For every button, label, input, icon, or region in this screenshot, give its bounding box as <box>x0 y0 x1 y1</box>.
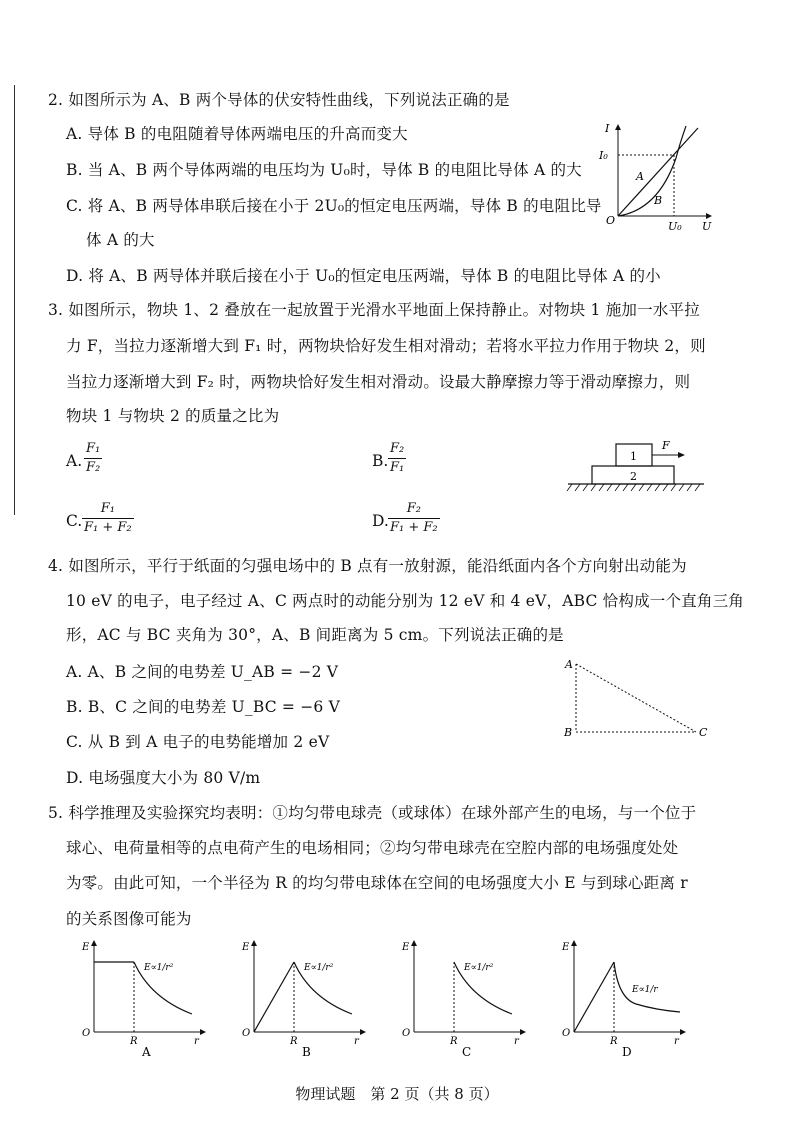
svg-text:E: E <box>82 942 90 953</box>
triangle-figure <box>560 654 720 744</box>
q4-option-a: A. A、B 之间的电势差 U_AB = −2 V <box>66 663 339 681</box>
q4-option-c: C. 从 B 到 A 电子的电势能增加 2 eV <box>66 733 330 751</box>
point-b-label: B <box>564 726 573 739</box>
svg-text:E: E <box>402 942 410 953</box>
q3-option-c-label: C. <box>66 512 83 530</box>
q3-line3: 当拉力逐渐增大到 F₂ 时，两物块恰好发生相对滑动。设最大静摩擦力等于滑动摩擦力，则 <box>66 373 691 391</box>
q3-line4: 物块 1 与物块 2 的质量之比为 <box>66 407 280 425</box>
q3-line1: 3. 如图所示，物块 1、2 叠放在一起放置于光滑水平地面上保持静止。对物块 1 施加一水平拉 <box>48 301 700 319</box>
graph-c-label: C <box>462 1045 472 1058</box>
q2-option-c-line1: C. 将 A、B 两导体串联后接在小于 2U₀的恒定电压两端，导体 B 的电阻比导 <box>66 197 602 215</box>
block-2-label: 2 <box>630 470 637 483</box>
q3-option-b-den: F₁ <box>390 460 405 475</box>
q3-line2: 力 F，当拉力逐渐增大到 F₁ 时，两物块恰好发生相对滑动；若将水平拉力作用于物块 2，则 <box>66 337 706 355</box>
block-1-label: 1 <box>630 450 637 463</box>
q3-option-c-den: F₁ + F₂ <box>84 520 132 535</box>
svg-text:R: R <box>130 1036 138 1047</box>
graph-d-formula: E∝1/r <box>632 985 658 995</box>
q3-option-b-label: B. <box>372 452 389 470</box>
q4-line2: 10 eV 的电子，电子经过 A、C 两点时的动能分别为 12 eV 和 4 eV，ABC 恰构成一个直角三角 <box>66 592 744 610</box>
page-footer: 物理试题 第 2 页（共 8 页） <box>295 1085 499 1103</box>
q3-option-b-num: F₂ <box>390 441 405 456</box>
q2-option-c-line2: 体 A 的大 <box>86 231 155 249</box>
graph-a <box>80 938 210 1058</box>
graph-a-label: A <box>142 1045 151 1058</box>
q4-line3: 形，AC 与 BC 夹角为 30°，A、B 间距离为 5 cm。下列说法正确的是 <box>66 626 564 644</box>
fig-u-axis-label: U <box>702 220 712 233</box>
force-f-label: F <box>662 439 670 452</box>
q4-line1: 4. 如图所示，平行于纸面的匀强电场中的 B 点有一放射源，能沿纸面内各个方向射出动能为 <box>48 557 687 575</box>
fig-u0-label: U₀ <box>668 220 682 233</box>
q2-option-a: A. 导体 B 的电阻随着导体两端电压的升高而变大 <box>66 125 408 143</box>
svg-text:O: O <box>562 1028 571 1039</box>
q3-option-a-label: A. <box>66 452 83 470</box>
graph-a-formula: E∝1/r² <box>144 963 174 973</box>
margin-line <box>14 85 15 515</box>
graph-c-formula: E∝1/r² <box>464 963 494 973</box>
point-c-label: C <box>699 726 708 739</box>
svg-text:r: r <box>354 1036 359 1047</box>
q4-option-d: D. 电场强度大小为 80 V/m <box>66 769 261 787</box>
q2-stem: 2. 如图所示为 A、B 两个导体的伏安特性曲线，下列说法正确的是 <box>48 91 510 109</box>
svg-text:E: E <box>562 942 570 953</box>
svg-text:R: R <box>450 1036 458 1047</box>
fig-curve-b-label: B <box>654 194 663 207</box>
q3-option-c-fraction <box>82 501 134 536</box>
graph-b-label: B <box>302 1045 311 1058</box>
graph-d <box>560 938 690 1058</box>
svg-text:O: O <box>82 1028 91 1039</box>
graph-d-label: D <box>622 1045 632 1058</box>
fig-i-axis-label: I <box>605 122 610 135</box>
fig-origin-label: O <box>606 214 616 227</box>
q5-line2: 球心、电荷量相等的点电荷产生的电场相同；②均匀带电球壳在空腔内部的电场强度处处 <box>66 839 679 857</box>
svg-text:O: O <box>242 1028 251 1039</box>
svg-text:R: R <box>610 1036 618 1047</box>
q3-option-d-label: D. <box>372 512 389 530</box>
q5-line1: 5. 科学推理及实验探究均表明：①均匀带电球壳（或球体）在球外部产生的电场，与一个位于 <box>48 804 697 822</box>
graph-b-formula: E∝1/r² <box>304 963 334 973</box>
q5-line3: 为零。由此可知，一个半径为 R 的均匀带电球体在空间的电场强度大小 E 与到球心距离 r <box>66 874 688 892</box>
fig-i0-label: I₀ <box>599 149 608 162</box>
iv-curve-figure <box>598 118 718 236</box>
q3-option-d-den: F₁ + F₂ <box>390 520 438 535</box>
svg-text:r: r <box>674 1036 679 1047</box>
graph-c <box>400 938 530 1058</box>
q3-option-a-den: F₂ <box>86 460 101 475</box>
q2-option-d: D. 将 A、B 两导体并联后接在小于 U₀的恒定电压两端，导体 B 的电阻比导体 A 的小 <box>66 267 661 285</box>
q3-option-b-fraction <box>388 441 406 476</box>
svg-text:O: O <box>402 1028 411 1039</box>
q2-option-b: B. 当 A、B 两个导体两端的电压均为 U₀时，导体 B 的电阻比导体 A 的大 <box>66 161 582 179</box>
q5-line4: 的关系图像可能为 <box>66 910 192 928</box>
q3-option-d-fraction <box>388 501 440 536</box>
blocks-figure <box>564 436 714 496</box>
point-a-label: A <box>565 658 573 671</box>
graph-b <box>240 938 370 1058</box>
svg-text:r: r <box>194 1036 199 1047</box>
q4-option-b: B. B、C 之间的电势差 U_BC = −6 V <box>66 698 341 716</box>
fig-curve-a-label: A <box>636 170 644 183</box>
svg-text:E: E <box>242 942 250 953</box>
q3-option-a-num: F₁ <box>86 441 101 456</box>
svg-text:R: R <box>290 1036 298 1047</box>
q3-option-c-num: F₁ <box>100 501 115 516</box>
svg-text:r: r <box>514 1036 519 1047</box>
q3-option-d-num: F₂ <box>406 501 421 516</box>
q3-option-a-fraction <box>84 441 102 476</box>
